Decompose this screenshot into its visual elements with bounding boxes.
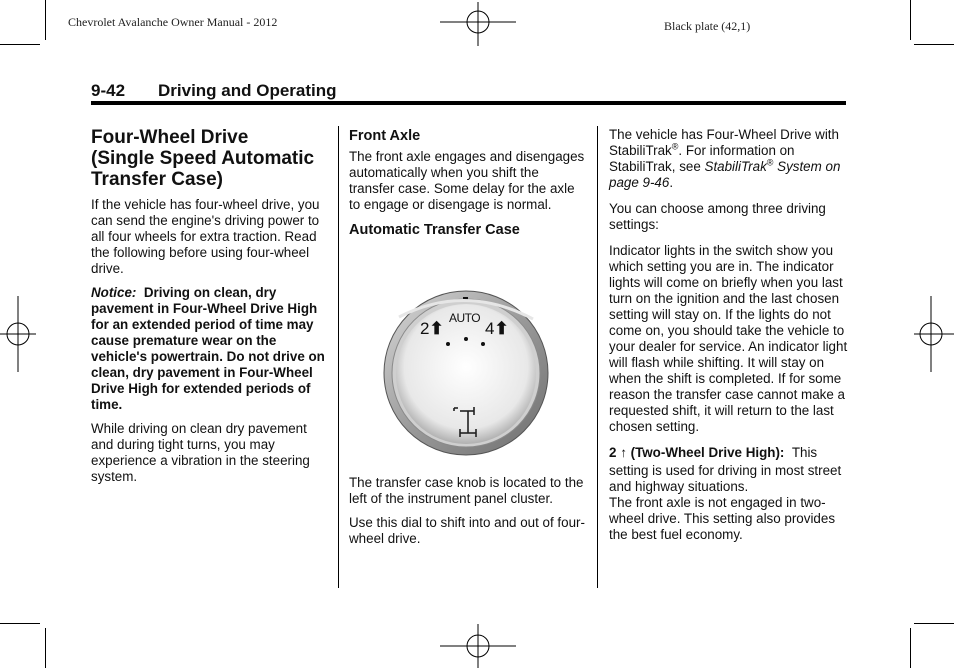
two-wheel-drive-paragraph (609, 445, 849, 461)
up-arrow-icon: ⬆ (429, 319, 444, 338)
crop-mark (910, 628, 911, 668)
notice-paragraph (91, 285, 331, 413)
atc-heading: Automatic Transfer Case (349, 222, 520, 238)
stabilitrak-reference-link[interactable]: System on page 9-46 (609, 159, 841, 190)
crop-mark (914, 623, 954, 624)
stabilitrak-text: The vehicle has Four-Wheel Drive with StabiliTrak (609, 127, 839, 158)
twd-text: This (791, 445, 818, 460)
crop-mark (0, 44, 40, 45)
crop-mark (45, 628, 46, 668)
knob-4-text: 4 (485, 319, 495, 338)
column-2 (349, 127, 585, 243)
header-rule (91, 101, 846, 105)
intro-paragraph: If the vehicle has four-wheel drive, you can send the engine's driving power to all four wheels for extra traction. Read the following before using four-wheel drive. (91, 197, 320, 276)
heading-line: Four-Wheel Drive (91, 127, 249, 148)
two-wheel-drive-text: The front axle is not engaged in two-wheel drive. This setting also provides the best fuel economy. (609, 495, 836, 542)
knob-2-text: 2 (420, 319, 430, 338)
section-title: Driving and Operating (158, 81, 337, 100)
knob-label-4 (485, 319, 509, 339)
knob-location-paragraph: The transfer case knob is located to the left of the instrument panel cluster. (349, 475, 584, 506)
page-number: 9-42 (91, 81, 126, 100)
front-axle-paragraph: The front axle engages and disengages automatically when you shift the transfer case. Some delay for the axle to engage or disengage is normal. (349, 149, 585, 212)
thin-up-arrow-icon: ↑ (620, 445, 627, 460)
crop-mark (910, 0, 911, 40)
two-wheel-drive-text: setting is used for driving in most street and highway situations. (609, 463, 842, 494)
choose-paragraph: You can choose among three driving settings: (609, 201, 826, 232)
twd-number: 2 (609, 445, 617, 460)
heading-line: (Single Speed Automatic (91, 148, 315, 169)
notice-text: Driving on clean, dry pavement in Four-Wheel Drive High for an extended period of time may cause premature wear on the vehicle's powertrain. Do not drive on clean, dry pavement in Four-Wheel Drive High for extended periods of time. (91, 285, 325, 412)
column-divider (597, 126, 598, 588)
heading-line: Transfer Case) (91, 169, 224, 190)
transfer-case-knob-illustration (383, 289, 549, 457)
stabilitrak-text: . For information on StabiliTrak, see (609, 143, 795, 174)
registration-mark-left-icon (0, 296, 36, 372)
registered-mark: ® (766, 157, 774, 168)
indicator-paragraph: Indicator lights in the switch show you which setting you are in. The indicator lights will come on briefly when you last turn on the ignition and the last chosen setting will stay on. If the lights do not come on, you should take the vehicle to your dealer for service. An indicator light will flash while shifting. It will stay on when the shift is completed. If for some reason the transfer case cannot make a requested shift, it will return to the last chosen setting. (609, 243, 848, 434)
crop-mark (45, 0, 46, 40)
knob-label-auto: AUTO (449, 311, 481, 325)
plate-label: Black plate (42,1) (664, 19, 751, 33)
up-arrow-icon: ⬆ (494, 319, 509, 338)
column-2-lower (349, 475, 585, 555)
stabilitrak-reference-link[interactable]: StabiliTrak (704, 159, 767, 174)
crop-mark (0, 623, 40, 624)
column-1 (91, 127, 331, 493)
registration-mark-right-icon (914, 296, 954, 372)
column-divider (338, 126, 339, 588)
two-wheel-drive-label (609, 445, 784, 460)
notice-label: Notice: (91, 285, 137, 300)
knob-label-2 (420, 319, 444, 339)
stabilitrak-text: . (669, 175, 674, 190)
registration-mark-bottom-icon (440, 624, 516, 668)
twd-label-text: (Two-Wheel Drive High): (630, 445, 785, 460)
registration-mark-top-icon (440, 2, 516, 46)
page-heading (91, 127, 331, 190)
front-axle-heading: Front Axle (349, 128, 421, 144)
stabilitrak-paragraph (609, 127, 849, 191)
column-3 (609, 127, 849, 551)
dial-use-paragraph: Use this dial to shift into and out of four-wheel drive. (349, 515, 585, 546)
crop-mark (914, 44, 954, 45)
registered-mark: ® (671, 141, 679, 152)
vibration-paragraph: While driving on clean dry pavement and during tight turns, you may experience a vibration in the steering system. (91, 421, 310, 484)
manual-title: Chevrolet Avalanche Owner Manual - 2012 (68, 15, 278, 29)
